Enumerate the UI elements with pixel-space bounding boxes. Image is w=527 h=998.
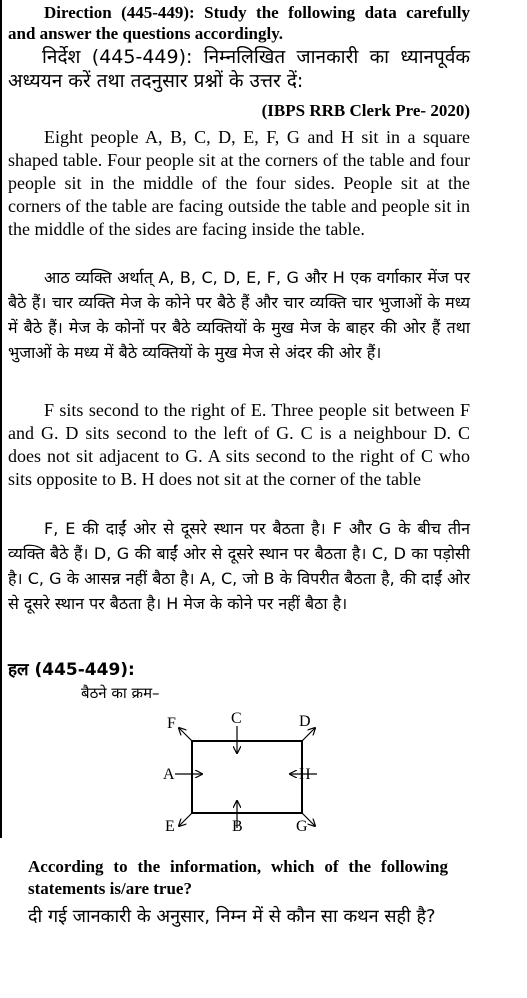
direction-english: Direction (445-449): Study the following data carefully and answer the questions accordingly.: [8, 3, 470, 43]
seat-label-left-middle: A: [163, 766, 175, 783]
seating-arrangement-label: बैठने का क्रम–: [81, 684, 160, 702]
direction-hindi: निर्देश (445-449): निम्नलिखित जानकारी का ध्यानपूर्वक अध्ययन करें तथा तदनुसार प्रश्नों के उत्तर दें:: [8, 46, 470, 92]
clues-paragraph-english: F sits second to the right of E. Three people sit between F and G. D sits second to the left of G. C is a neighbour D. C does not sit adjacent to G. A sits second to the right of C who sits opposite to B. H does not sit at the corner of the table: [8, 400, 470, 489]
exam-source-tag: (IBPS RRB Clerk Pre- 2020): [261, 101, 470, 120]
seat-label-top-right: D: [299, 713, 311, 730]
arrow-bottom-left: [179, 813, 192, 826]
seat-label-right-middle: H: [299, 766, 311, 783]
left-margin-rule: [0, 0, 2, 838]
clues-paragraph-hindi: F, E की दाईं ओर से दूसरे स्थान पर बैठता है। F और G के बीच तीन व्यक्ति बैठे हैं। D, G की बाईं ओर से दूसरे स्थान पर बैठता है। C, D का पड़ोसी है। C, G के आसन्न नहीं बैठा है। A, C, जो B के विपरीत बैठता है, की दाईं ओर से दूसरे स्थान पर बैठता है। H मेज के कोने पर नहीं बैठा है।: [8, 519, 470, 613]
seat-label-top-left: F: [167, 715, 176, 732]
arrow-top-left: [179, 728, 192, 741]
square-table: [192, 741, 302, 813]
solution-heading: हल (445-449):: [8, 660, 135, 680]
seat-label-bottom-middle: B: [232, 818, 243, 835]
seat-label-bottom-left: E: [165, 818, 175, 835]
seat-label-top-middle: C: [231, 710, 242, 727]
question-hindi: दी गई जानकारी के अनुसार, निम्न में से कौन सा कथन सही है?: [28, 906, 436, 927]
setup-paragraph-hindi: आठ व्यक्ति अर्थात् A, B, C, D, E, F, G और H एक वर्गाकार मेंज पर बैठे हैं। चार व्यक्ति मेज के कोने पर बैठे हैं और चार व्यक्ति चार भुजाओं के मध्य में बैठे हैं। मेज के कोनों पर बैठे व्यक्तियों के मुख मेज के बाहर की ओर हैं तथा भुजाओं के मध्य में बैठे व्यक्तियों के मुख मेज से अंदर की ओर हैं।: [8, 268, 470, 362]
question-english: According to the information, which of the following statements is/are true?: [28, 857, 448, 898]
seat-label-bottom-right: G: [296, 818, 308, 835]
seating-arrangement-diagram: [155, 708, 335, 838]
setup-paragraph-english: Eight people A, B, C, D, E, F, G and H sit in a square shaped table. Four people sit at the corners of the table and four people sit in the middle of the four sides. People sit at the corners of the table are facing outside the table and people sit in the middle of the sides are facing inside the table.: [8, 127, 470, 239]
